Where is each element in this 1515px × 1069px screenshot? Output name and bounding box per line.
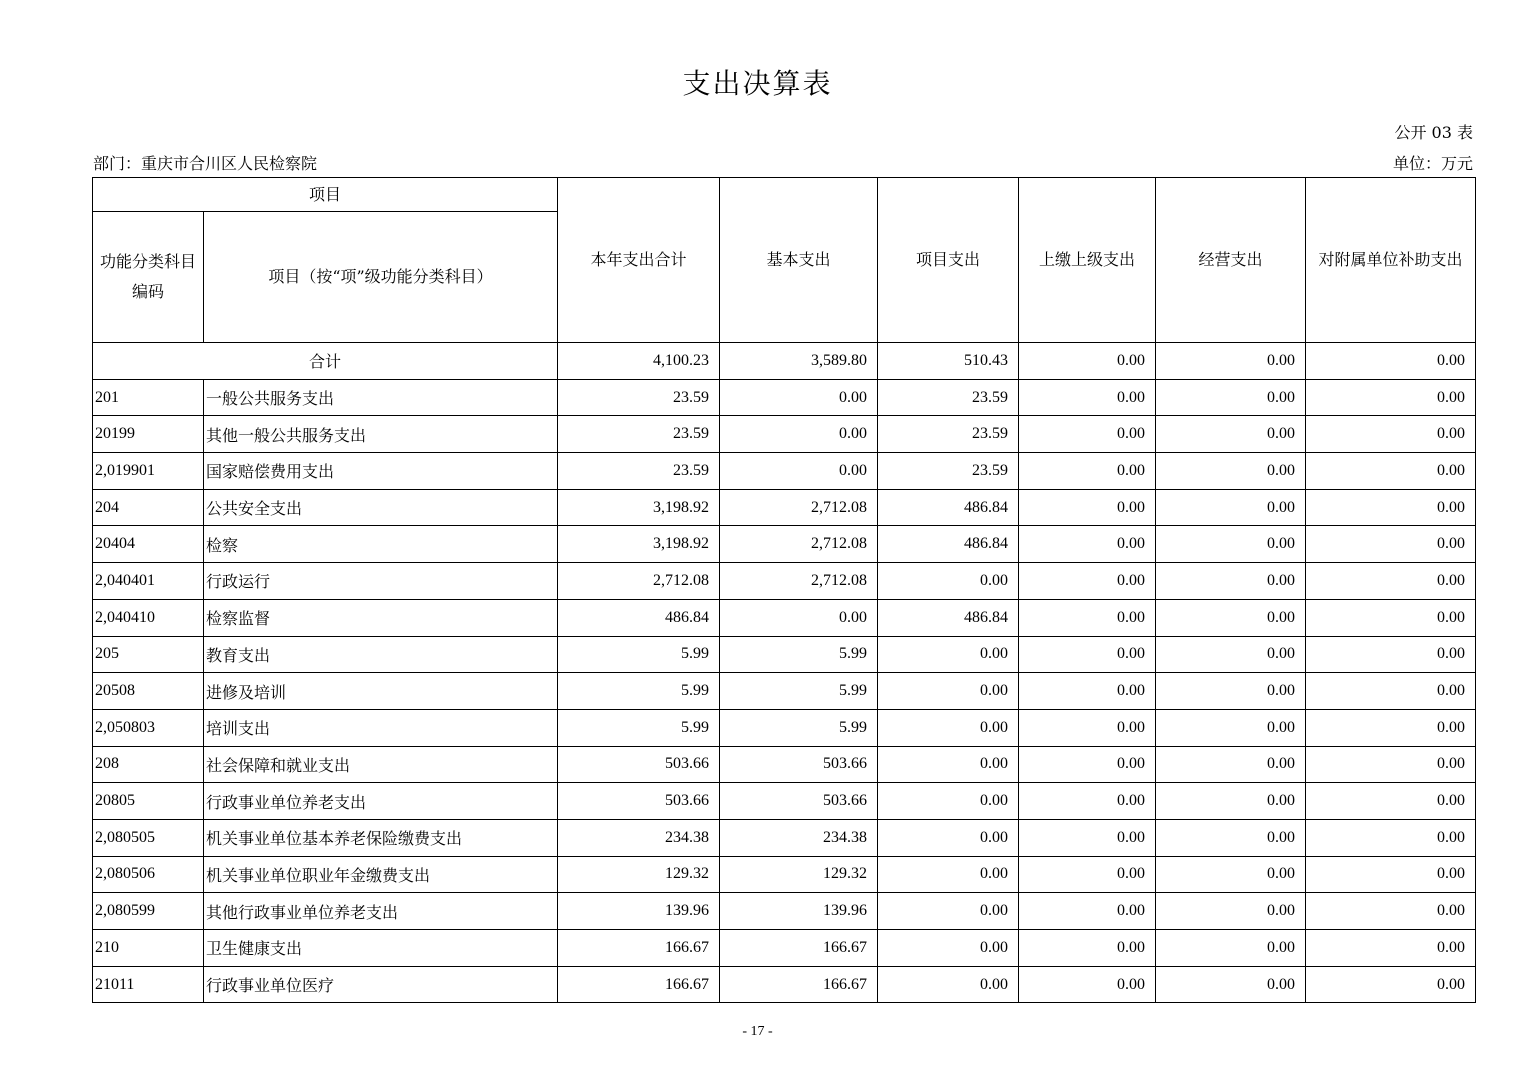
row-value: 0.00 [1019, 709, 1156, 746]
row-value: 0.00 [720, 453, 878, 490]
header-basic: 基本支出 [720, 178, 878, 343]
row-value: 0.00 [878, 563, 1019, 600]
row-value: 0.00 [1306, 673, 1476, 710]
row-code: 20199 [93, 416, 204, 453]
row-value: 0.00 [1019, 966, 1156, 1003]
row-value: 0.00 [1019, 416, 1156, 453]
row-value: 503.66 [558, 783, 720, 820]
table-row [93, 416, 1476, 453]
total-value: 0.00 [1306, 343, 1476, 380]
row-value: 0.00 [1306, 930, 1476, 967]
row-value: 166.67 [558, 930, 720, 967]
row-value: 166.67 [720, 930, 878, 967]
row-value: 23.59 [558, 416, 720, 453]
row-value: 2,712.08 [720, 526, 878, 563]
row-value: 0.00 [1306, 416, 1476, 453]
department-label: 部门：重庆市合川区人民检察院 [93, 154, 318, 173]
row-value: 0.00 [1156, 783, 1306, 820]
row-value: 0.00 [1306, 379, 1476, 416]
row-value: 0.00 [1156, 819, 1306, 856]
table-row [93, 599, 1476, 636]
table-row [93, 819, 1476, 856]
row-value: 0.00 [1019, 636, 1156, 673]
header-business: 经营支出 [1156, 178, 1306, 343]
row-value: 0.00 [1019, 526, 1156, 563]
row-value: 5.99 [558, 709, 720, 746]
row-value: 0.00 [1306, 563, 1476, 600]
row-value: 503.66 [720, 746, 878, 783]
table-row [93, 453, 1476, 490]
table-row [93, 746, 1476, 783]
row-code: 21011 [93, 966, 204, 1003]
row-value: 0.00 [1019, 783, 1156, 820]
row-value: 0.00 [1156, 856, 1306, 893]
row-value: 23.59 [558, 453, 720, 490]
row-value: 0.00 [1306, 783, 1476, 820]
row-value: 0.00 [1306, 489, 1476, 526]
row-code: 204 [93, 489, 204, 526]
row-code: 2,080506 [93, 856, 204, 893]
row-value: 0.00 [1019, 893, 1156, 930]
row-value: 0.00 [878, 746, 1019, 783]
total-row [93, 343, 1476, 380]
row-value: 0.00 [1306, 856, 1476, 893]
row-value: 0.00 [878, 783, 1019, 820]
row-name: 一般公共服务支出 [204, 379, 558, 416]
row-value: 0.00 [878, 709, 1019, 746]
table-row [93, 673, 1476, 710]
row-value: 3,198.92 [558, 489, 720, 526]
header-code-line2: 编码 [131, 282, 164, 301]
row-value: 0.00 [1306, 599, 1476, 636]
row-value: 0.00 [1019, 563, 1156, 600]
page-title: 支出决算表 [682, 67, 833, 100]
header-code-line1: 功能分类科目 [99, 252, 196, 271]
table-row [93, 709, 1476, 746]
table-row [93, 526, 1476, 563]
header-project-expense: 项目支出 [878, 178, 1019, 343]
row-value: 0.00 [1156, 599, 1306, 636]
header-name: 项目（按“项”级功能分类科目） [204, 212, 558, 343]
row-value: 0.00 [720, 416, 878, 453]
total-value: 510.43 [878, 343, 1019, 380]
header-subsidy: 对附属单位补助支出 [1306, 178, 1476, 343]
row-value: 486.84 [878, 526, 1019, 563]
table-row [93, 636, 1476, 673]
row-value: 0.00 [1019, 856, 1156, 893]
row-value: 0.00 [878, 893, 1019, 930]
row-value: 0.00 [1156, 673, 1306, 710]
row-value: 5.99 [720, 673, 878, 710]
row-code: 2,050803 [93, 709, 204, 746]
row-value: 0.00 [1019, 746, 1156, 783]
total-value: 0.00 [1019, 343, 1156, 380]
row-code: 20805 [93, 783, 204, 820]
row-value: 0.00 [1019, 819, 1156, 856]
row-value: 23.59 [878, 416, 1019, 453]
total-value: 0.00 [1156, 343, 1306, 380]
total-value: 3,589.80 [720, 343, 878, 380]
row-value: 0.00 [1156, 563, 1306, 600]
row-value: 0.00 [878, 673, 1019, 710]
row-value: 0.00 [720, 599, 878, 636]
row-value: 0.00 [1306, 966, 1476, 1003]
row-value: 0.00 [1019, 489, 1156, 526]
row-name: 机关事业单位基本养老保险缴费支出 [204, 819, 558, 856]
row-code: 2,080505 [93, 819, 204, 856]
row-name: 机关事业单位职业年金缴费支出 [204, 856, 558, 893]
row-value: 0.00 [1306, 893, 1476, 930]
row-value: 0.00 [1306, 636, 1476, 673]
row-name: 行政运行 [204, 563, 558, 600]
row-value: 503.66 [720, 783, 878, 820]
table-row [93, 489, 1476, 526]
row-value: 23.59 [878, 379, 1019, 416]
row-code: 2,040410 [93, 599, 204, 636]
row-name: 检察监督 [204, 599, 558, 636]
row-name: 其他行政事业单位养老支出 [204, 893, 558, 930]
header-total: 本年支出合计 [558, 178, 720, 343]
row-code: 201 [93, 379, 204, 416]
form-number: 公开 03 表 [1394, 123, 1473, 142]
row-name: 卫生健康支出 [204, 930, 558, 967]
row-name: 公共安全支出 [204, 489, 558, 526]
row-value: 0.00 [878, 819, 1019, 856]
row-value: 0.00 [1019, 930, 1156, 967]
row-value: 0.00 [1306, 709, 1476, 746]
table-row [93, 893, 1476, 930]
total-label: 合计 [93, 343, 558, 380]
row-value: 234.38 [720, 819, 878, 856]
header-upper-level: 上缴上级支出 [1019, 178, 1156, 343]
row-value: 5.99 [558, 636, 720, 673]
row-code: 210 [93, 930, 204, 967]
row-name: 行政事业单位医疗 [204, 966, 558, 1003]
row-value: 129.32 [720, 856, 878, 893]
row-code: 20508 [93, 673, 204, 710]
row-value: 0.00 [1156, 746, 1306, 783]
row-name: 其他一般公共服务支出 [204, 416, 558, 453]
header-project: 项目 [93, 178, 558, 212]
row-value: 0.00 [878, 856, 1019, 893]
table-row [93, 966, 1476, 1003]
row-name: 教育支出 [204, 636, 558, 673]
row-value: 2,712.08 [720, 563, 878, 600]
table-row [93, 379, 1476, 416]
row-value: 0.00 [1156, 526, 1306, 563]
row-value: 3,198.92 [558, 526, 720, 563]
row-value: 0.00 [1156, 379, 1306, 416]
row-value: 166.67 [558, 966, 720, 1003]
row-value: 0.00 [1306, 526, 1476, 563]
row-name: 国家赔偿费用支出 [204, 453, 558, 490]
row-value: 0.00 [1019, 453, 1156, 490]
row-name: 培训支出 [204, 709, 558, 746]
unit-label: 单位：万元 [1392, 154, 1473, 173]
row-value: 0.00 [1156, 489, 1306, 526]
row-value: 0.00 [878, 966, 1019, 1003]
row-value: 0.00 [1156, 709, 1306, 746]
row-name: 行政事业单位养老支出 [204, 783, 558, 820]
row-value: 0.00 [1156, 966, 1306, 1003]
row-name: 检察 [204, 526, 558, 563]
row-value: 2,712.08 [558, 563, 720, 600]
row-value: 234.38 [558, 819, 720, 856]
table-row [93, 856, 1476, 893]
row-value: 139.96 [558, 893, 720, 930]
row-value: 0.00 [878, 930, 1019, 967]
row-value: 23.59 [878, 453, 1019, 490]
row-value: 486.84 [878, 599, 1019, 636]
row-value: 0.00 [1156, 893, 1306, 930]
total-value: 4,100.23 [558, 343, 720, 380]
table-row [93, 930, 1476, 967]
row-value: 0.00 [1156, 930, 1306, 967]
row-value: 5.99 [720, 636, 878, 673]
row-code: 2,080599 [93, 893, 204, 930]
row-code: 205 [93, 636, 204, 673]
row-value: 0.00 [1019, 379, 1156, 416]
row-name: 社会保障和就业支出 [204, 746, 558, 783]
row-value: 0.00 [1019, 673, 1156, 710]
row-value: 166.67 [720, 966, 878, 1003]
row-value: 0.00 [878, 636, 1019, 673]
row-value: 0.00 [720, 379, 878, 416]
row-value: 5.99 [720, 709, 878, 746]
row-value: 0.00 [1019, 599, 1156, 636]
page-number: - 17 - [742, 1024, 773, 1039]
row-value: 0.00 [1306, 453, 1476, 490]
row-name: 进修及培训 [204, 673, 558, 710]
row-value: 486.84 [558, 599, 720, 636]
row-value: 0.00 [1156, 453, 1306, 490]
row-value: 486.84 [878, 489, 1019, 526]
row-value: 0.00 [1156, 636, 1306, 673]
row-value: 0.00 [1306, 746, 1476, 783]
row-value: 2,712.08 [720, 489, 878, 526]
row-code: 20404 [93, 526, 204, 563]
row-value: 5.99 [558, 673, 720, 710]
expenditure-table [92, 177, 1476, 1003]
row-value: 0.00 [1156, 416, 1306, 453]
row-value: 23.59 [558, 379, 720, 416]
row-code: 2,019901 [93, 453, 204, 490]
row-value: 503.66 [558, 746, 720, 783]
row-value: 139.96 [720, 893, 878, 930]
header-code [93, 212, 204, 343]
row-code: 2,040401 [93, 563, 204, 600]
table-row [93, 783, 1476, 820]
row-value: 0.00 [1306, 819, 1476, 856]
row-value: 129.32 [558, 856, 720, 893]
table-row [93, 563, 1476, 600]
row-code: 208 [93, 746, 204, 783]
